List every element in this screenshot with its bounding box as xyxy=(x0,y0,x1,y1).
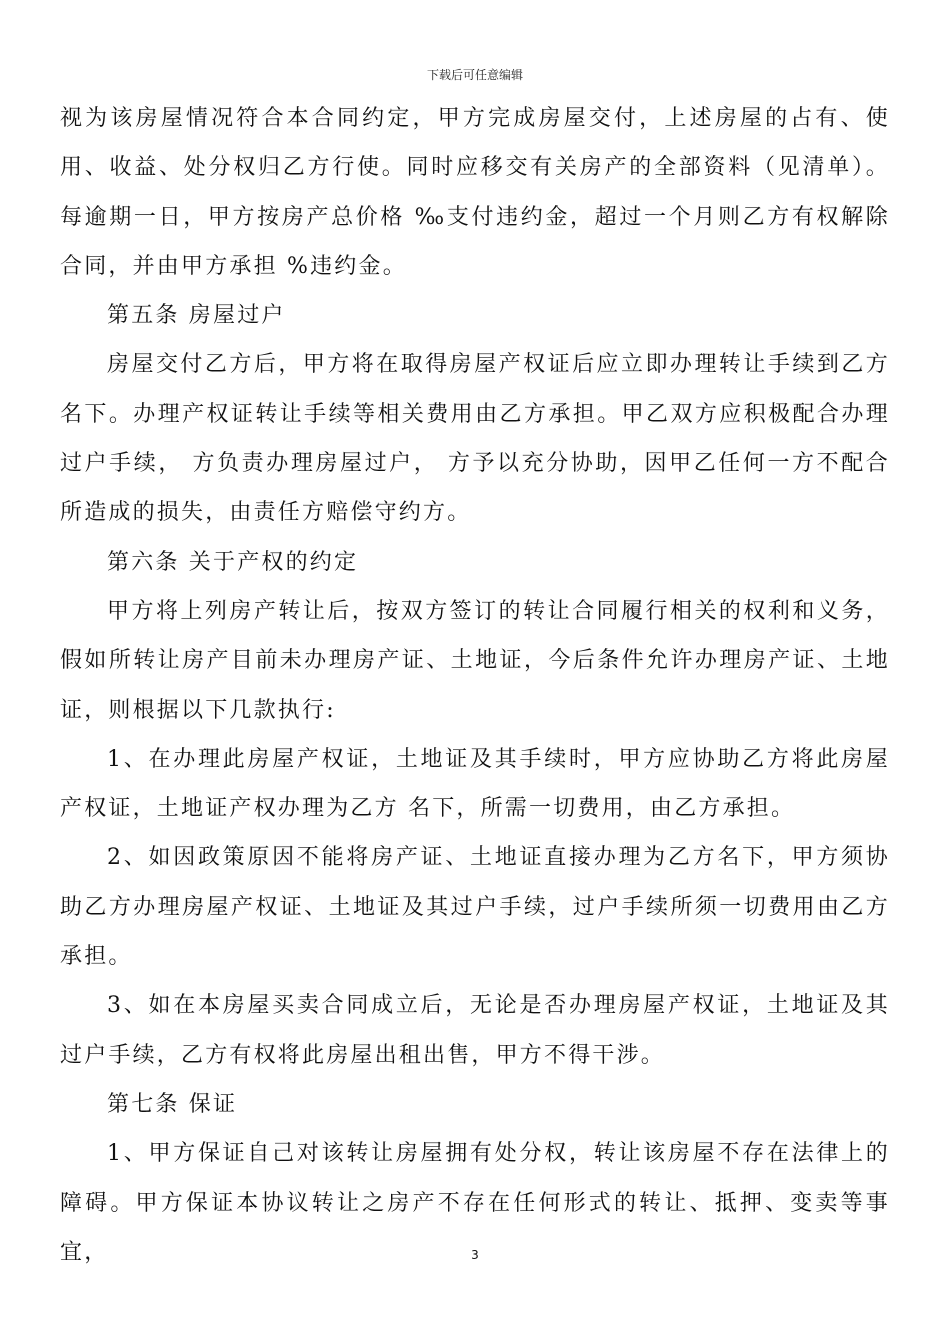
document-body xyxy=(60,94,890,1277)
paragraph-property-rights: 甲方将上列房产转让后，按双方签订的转让合同履行相关的权利和义务，假如所转让房产目前未办理房产证、土地证，今后条件允许办理房产证、土地证，则根据以下几款执行: xyxy=(60,598,890,723)
section-heading-article-7: 第七条 保证 xyxy=(107,1091,238,1117)
guarantee-item-1: 1、甲方保证自己对该转让房屋拥有处分权，转让该房屋不存在法律上的障碍。甲方保证本协议转让之房产不存在任何形式的转让、抵押、变卖等事宜， xyxy=(60,1141,890,1265)
clause-item-1: 1、在办理此房屋产权证，土地证及其手续时，甲方应协助乙方将此房屋产权证，土地证产权办理为乙方 名下，所需一切费用，由乙方承担。 xyxy=(60,746,890,822)
page-number: 3 xyxy=(471,1248,479,1262)
section-heading-article-5: 第五条 房屋过户 xyxy=(107,303,286,329)
paragraph-transfer: 房屋交付乙方后，甲方将在取得房屋产权证后应立即办理转让手续到乙方名下。办理产权证转让手续等相关费用由乙方承担。甲乙双方应积极配合办理过户手续， 方负责办理房屋过户， 方予以充分协助，因甲乙任何一方不配合所造成的损失，由责任方赔偿守约方。 xyxy=(60,352,890,526)
clause-item-2: 2、如因政策原因不能将房产证、土地证直接办理为乙方名下，甲方须协助乙方办理房屋产权证、土地证及其过户手续，过户手续所须一切费用由乙方承担。 xyxy=(60,845,890,970)
clause-item-3: 3、如在本房屋买卖合同成立后，无论是否办理房屋产权证，土地证及其过户手续，乙方有权将此房屋出租出售，甲方不得干涉。 xyxy=(60,993,890,1068)
header-note: 下载后可任意编辑 xyxy=(426,68,523,82)
section-heading-article-6: 第六条 关于产权的约定 xyxy=(107,549,359,575)
paragraph-continuation: 视为该房屋情况符合本合同约定，甲方完成房屋交付，上述房屋的占有、使用、收益、处分权归乙方行使。同时应移交有关房产的全部资料（见清单）。每逾期一日，甲方按房产总价格 ‰支付违约金，超过一个月则乙方有权解除合同，并由甲方承担 %违约金。 xyxy=(60,106,890,279)
